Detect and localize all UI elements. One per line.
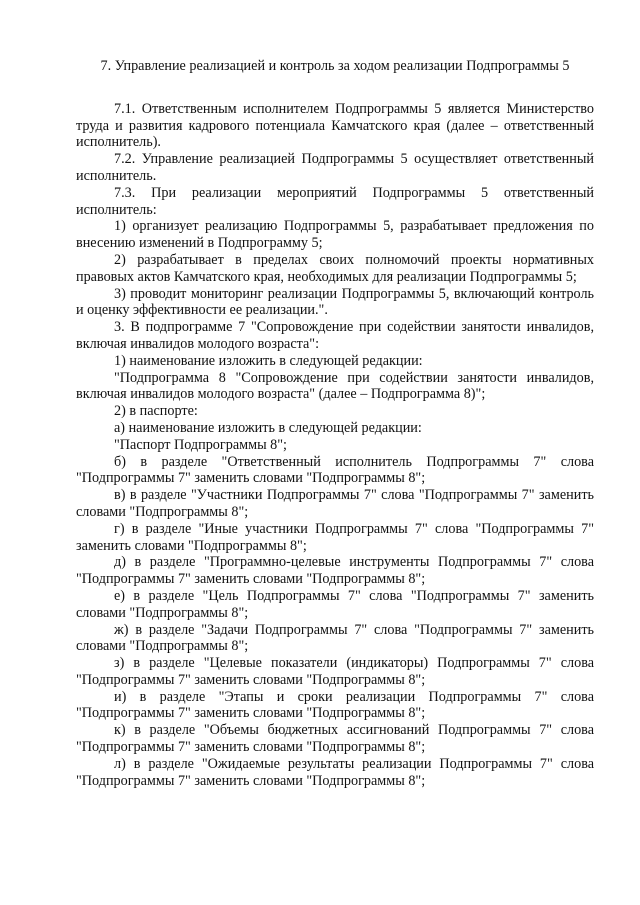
section-heading: 7. Управление реализацией и контроль за ходом реализации Подпрограммы 5: [100, 58, 570, 74]
paragraph-passport-title: "Паспорт Подпрограммы 8";: [114, 436, 287, 453]
paragraph-item-3: 3) проводит мониторинг реализации Подпрограммы 5, включающий контроль и оценку эффективности ее реализации.".: [76, 285, 594, 319]
paragraph-zh: ж) в разделе "Задачи Подпрограммы 7" слова "Подпрограммы 7" заменить словами "Подпрограммы 8";: [76, 621, 594, 655]
paragraph-z: з) в разделе "Целевые показатели (индикаторы) Подпрограммы 7" слова "Подпрограммы 7" заменить словами "Подпрограммы 8";: [76, 655, 594, 688]
paragraph-b: б) в разделе "Ответственный исполнитель Подпрограммы 7" слова "Подпрограммы 7" заменить словами "Подпрограммы 8";: [76, 453, 594, 487]
paragraph-item-2: 2) разрабатывает в пределах своих полномочий проекты нормативных правовых актов Камчатского края, необходимых для реализации Подпрограммы 5;: [76, 251, 594, 285]
paragraph-k: к) в разделе "Объемы бюджетных ассигнований Подпрограммы 7" слова "Подпрограммы 7" заменить словами "Подпрограммы 8";: [76, 722, 594, 756]
paragraph-i: и) в разделе "Этапы и сроки реализации Подпрограммы 7" слова "Подпрограммы 7" заменить словами "Подпрограммы 8";: [76, 688, 594, 722]
paragraph-7-3: 7.3. При реализации мероприятий Подпрограммы 5 ответственный исполнитель:: [76, 184, 594, 218]
paragraph-7-2: 7.2. Управление реализацией Подпрограммы 5 осуществляет ответственный исполнитель.: [76, 151, 594, 184]
paragraph-3: 3. В подпрограмме 7 "Сопровождение при содействии занятости инвалидов, включая инвалидов молодого возраста":: [76, 319, 594, 352]
paragraph-name-1: 1) наименование изложить в следующей редакции:: [114, 352, 423, 369]
paragraph-a: а) наименование изложить в следующей редакции:: [114, 419, 422, 436]
paragraph-passport: 2) в паспорте:: [114, 403, 198, 420]
document-page: [76, 58, 594, 789]
paragraph-e: е) в разделе "Цель Подпрограммы 7" слова "Подпрограммы 7" заменить словами "Подпрограммы 8";: [76, 587, 594, 621]
paragraph-d: д) в разделе "Программно-целевые инструменты Подпрограммы 7" слова "Подпрограммы 7" заменить словами "Подпрограммы 8";: [76, 554, 594, 588]
paragraph-v: в) в разделе "Участники Подпрограммы 7" слова "Подпрограммы 7" заменить словами "Подпрограммы 8";: [76, 487, 594, 520]
paragraph-g: г) в разделе "Иные участники Подпрограммы 7" слова "Подпрограммы 7" заменить словами "Подпрограммы 8";: [76, 520, 594, 554]
paragraph-7-1: 7.1. Ответственным исполнителем Подпрограммы 5 является Министерство труда и развития кадрового потенциала Камчатского края (далее – ответственный исполнитель).: [76, 100, 594, 151]
paragraph-item-1: 1) организует реализацию Подпрограммы 5, разрабатывает предложения по внесению изменений в Подпрограмму 5;: [76, 218, 594, 252]
paragraph-name-text: "Подпрограмма 8 "Сопровождение при содействии занятости инвалидов, включая инвалидов молодого возраста" (далее – Подпрограмма 8)";: [76, 369, 594, 403]
paragraph-l: л) в разделе "Ожидаемые результаты реализации Подпрограммы 7" слова "Подпрограммы 7" заменить словами "Подпрограммы 8";: [76, 755, 594, 789]
